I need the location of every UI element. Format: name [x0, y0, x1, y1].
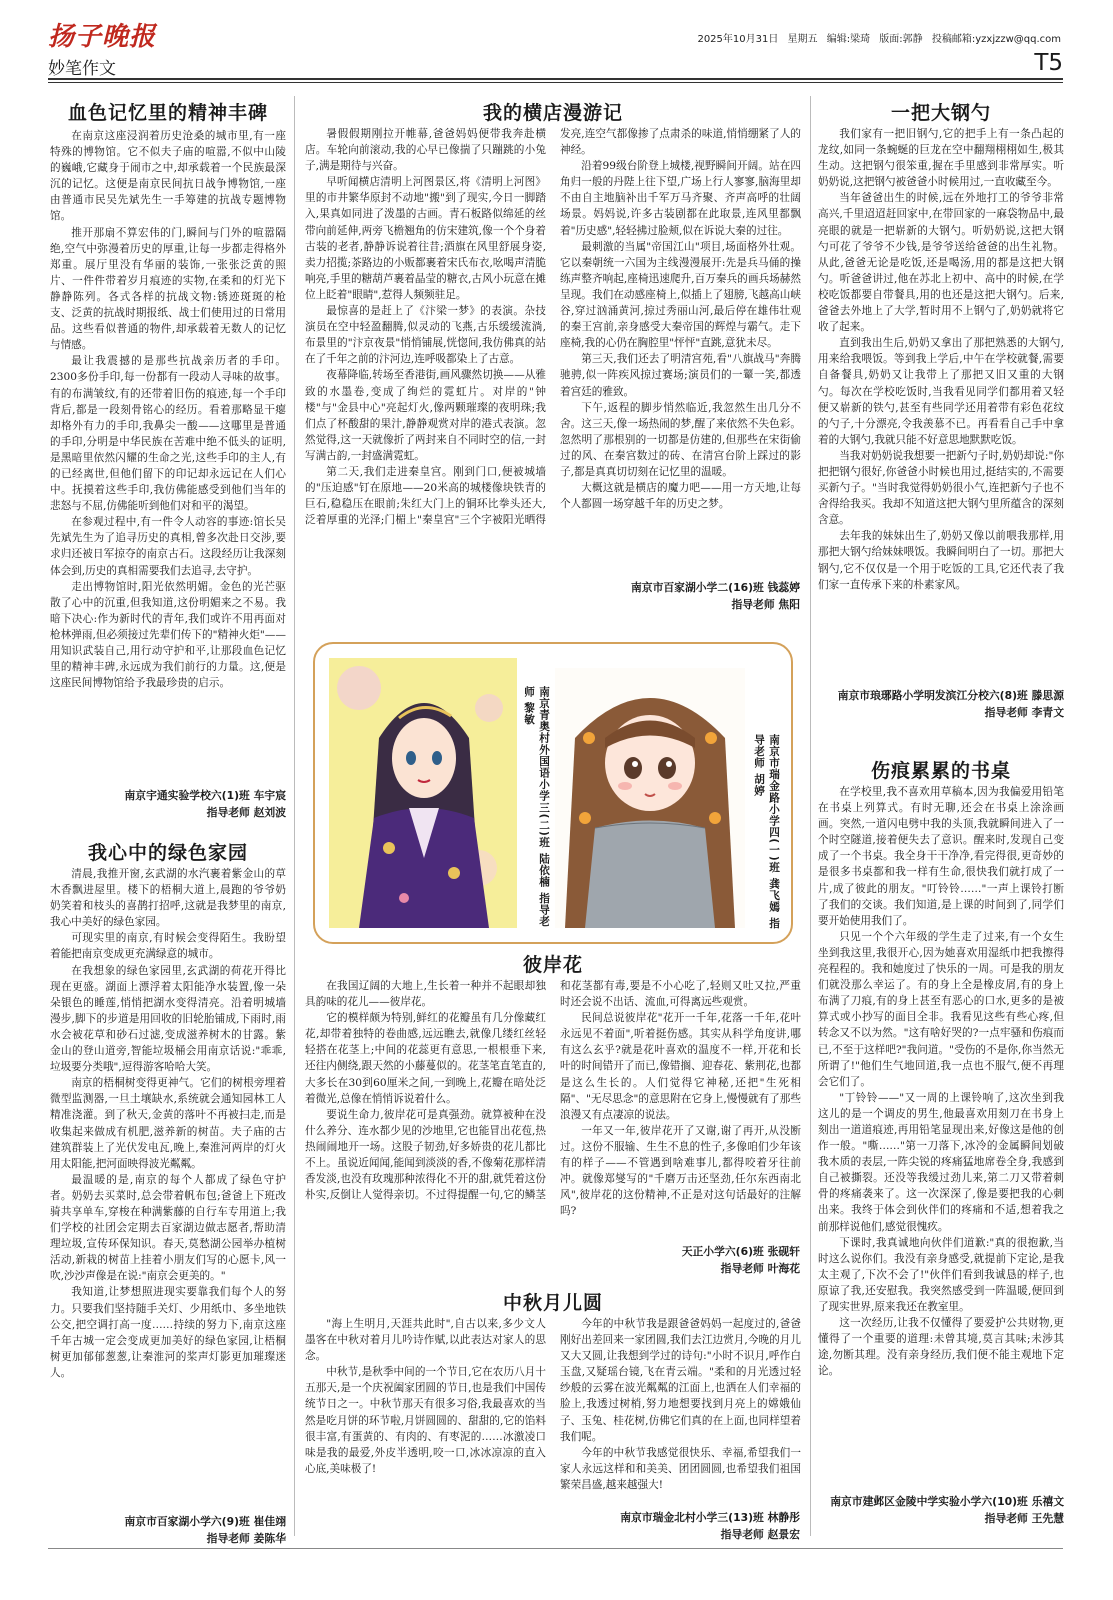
paragraph: "海上生明月,天涯共此时",自古以来,多少文人墨客在中秋对着月儿吟诗作赋,以此表达对家人的思念。: [305, 1318, 546, 1363]
author-teacher: 指导老师 赵景宏: [720, 1527, 800, 1541]
article-byline: [560, 1510, 800, 1543]
paragraph: "丁铃铃——"又一周的上课铃响了,这次坐到我这儿的是一个调皮的男生,他最喜欢用刻刀在书身上刻出一道道痕迹,再用铅笔显现出来,好像这是他的创作一般。"嘶……"第一刀落下,冰冷的金属瞬间划破我木质的表层,一阵尖锐的疼痛猛地席卷全身,我感到自己被撕裂。还没等我缓过劲儿来,第二刀又带着刺骨的疼痛袭来了。这一次深深了,像是要把我的心刺出来。我终于体会到伙伴们的疼痛和不适,想着我之前那样说他们,感觉很愧疚。: [818, 1091, 1064, 1233]
paragraph: 最让我震撼的是那些抗战亲历者的手印。2300多份手印,每一份都有一段动人寻味的故事。有的布满皱纹,有的还带着旧伤的痕迹,每一个手印背后,都是一段刻骨铭心的经历。看着那略显干瘪却格外有力的手印,我鼻尖一酸——这哪里是普通的手印,分明是中华民族在苦难中绝不低头的证明,是黑暗里依然闪耀的生命之光,这些手印的主人,有的已经离世,但他们留下的印记却永远记在人们心中。抚摸着这些手印,我仿佛能感受到他们当年的悲怒与不屈,仿佛能听到他们对和平的渴望。: [50, 355, 286, 513]
article-body: [305, 126, 801, 578]
article-title: 伤痕累累的书桌: [870, 760, 1011, 782]
paragraph: 这一次经历,让我不仅懂得了要爱护公共财物,更懂得了一个重要的道理:未曾其境,莫言其味;未涉其途,勿断其理。没有亲身经历,我们便不能主观地下定论。: [818, 1317, 1064, 1378]
paragraph: 南京的梧桐树变得更神气。它们的树根旁埋着微型监测器,一旦土壤缺水,系统就会通知园林工人精准浇灌。到了秋天,金黄的落叶不再被扫走,而是收集起来做成有机肥,滋养新的树苗。夫子庙的古建筑群装上了光伏发电瓦,晚上,秦淮河两岸的灯火用太阳能,把河面映得波光粼粼。: [50, 1077, 286, 1170]
author-school: 南京市百家湖小学六(9)班 崔佳翊: [124, 1515, 286, 1528]
paragraph: 大概这就是横店的魔力吧——用一方天地,让每个人都圆一场穿越千年的历史之梦。: [560, 482, 801, 511]
article-body: [818, 126, 1064, 686]
article-title: 血色记忆里的精神丰碑: [67, 102, 268, 124]
article-byline: [818, 1494, 1064, 1527]
article-body: [305, 978, 801, 1282]
section-title: 妙笔作文: [48, 59, 116, 79]
paragraph: 去年我的妹妹出生了,奶奶又像以前喂我那样,用那把大钢勺给妹妹喂饭。我瞬间明白了一切。那把大钢勺,它不仅仅是一个用于吃饭的工具,它还代表了我们家一直传承下来的朴素家风。: [818, 530, 1064, 591]
article-body: [818, 784, 1064, 1494]
paragraph: 我们家有一把旧钢勺,它的把手上有一条凸起的龙纹,如同一条蜿蜒的巨龙在空中翻翔栩栩如生,极其生动。这把钢勺很笨重,握在手里感到非常厚实。听奶奶说,这把钢勺被爸爸小时候用过,一直收藏至今。: [818, 128, 1064, 189]
artwork-caption-right: 南京市瑞金路小学四(一)班 龚飞嫣 指导老师 胡婷: [753, 734, 780, 930]
paragraph: 中秋节,是秋季中间的一个节日,它在农历八月十五那天,是一个庆祝阖家团圆的节日,也是我们中国传统节日之一。中秋节那天有很多习俗,我最喜欢的当然是吃月饼的环节啦,月饼圆圆的、甜甜的,它的馅料很丰富,有蛋黄的、有肉的、有枣泥的……冰激凌口味是我的最爱,外皮半透明,咬一口,冰冰凉凉的直入心底,美味极了!: [305, 1366, 546, 1475]
header-rule-thin: [48, 82, 1063, 83]
paragraph: 要说生命力,彼岸花可是真强劲。就算被种在没什么养分、连水都少见的沙地里,它也能冒出花苞,热热闹闹地开一场。这股子韧劲,好多娇贵的花儿都比不上。虽说近闻闻,能闻到淡淡的香,不像菊花那样清香发淡,也没有玫瑰那种浓得化不开的甜,就凭着这份朴实,反倒让人觉得亲切。不过得提醒一句,它的鳞茎和花茎都有毒,要是不小心吃了,轻则又吐又拉,严重时还会说不出话、流血,可得离远些观赏。: [305, 980, 801, 1202]
article-body: [50, 128, 286, 788]
girl-pigtails-illustration: [555, 668, 745, 928]
paragraph: 早听闻横店清明上河图景区,将《清明上河图》里的市井繁华原封不动地"搬"到了现实,今日一脚踏入,果真如同进了泼墨的古画。青石板路似绵延的丝带向前延伸,两旁飞檐翘角的仿宋建筑,像一个个身着古装的老者,静静诉说着往昔;酒旗在风里舒展身姿,卖力招揽;茶路边的小贩都裹着宋氏布衣,吆喝声清脆响亮,手里的糖葫芦裹着晶莹的糖衣,古风小玩意在摊位上眨着"眼睛",惹得人频频驻足。: [305, 176, 546, 301]
header-meta: [691, 30, 1061, 45]
article-byline: [560, 1244, 800, 1277]
article-title: 一把大钢勺: [890, 102, 991, 124]
author-school: 南京市琅琊路小学明发滨江分校六(8)班 滕思源: [837, 689, 1064, 702]
paragraph: 当我对奶奶说我想要一把新勺子时,奶奶却说:"你把把钢勺很好,你爸爸小时候也用过,挺结实的,不需要买新勺子。"当时我觉得奶奶很小气,连把新勺子也不舍得给我买。我却不知道这把大钢勺里所蕴含的深刻含意。: [818, 449, 1064, 527]
author-school: 南京宇通实验学校六(1)班 车宇宸: [124, 789, 286, 802]
author-school: 南京市建邺区金陵中学实验小学六(10)班 乐禧文: [830, 1495, 1064, 1508]
paragraph: 走出博物馆时,阳光依然明媚。金色的光芒驱散了心中的沉重,但我知道,这份明媚来之不易。我暗下决心:作为新时代的青年,我们或许不用再面对枪林弹雨,但必须接过先辈们传下的"精神火炬"——用知识武装自己,用行动守护和平,让那段血色记忆里的精神丰碑,永远成为我们前行的力量。这,便是这座民间博物馆给予我最珍贵的启示。: [50, 580, 286, 690]
editor: 编辑:梁琦: [826, 34, 871, 45]
footer-rule: [48, 1548, 1063, 1549]
page-number: T5: [1034, 50, 1063, 76]
issue-weekday: 星期五: [787, 34, 818, 45]
paragraph: 推开那扇不算宏伟的门,瞬间与门外的喧嚣隔绝,空气中弥漫着历史的厚重,让每一步都走得格外郑重。展厅里没有华丽的装饰,一张张泛黄的照片、一件件带着岁月痕迹的实物,在柔和的灯光下静静陈列。各式各样的抗战文物:锈迹斑斑的枪支、泛黄的抗战时期报纸、战士们使用过的日常用品。这些看似普通的物件,却承载着无数人的记忆与情感。: [50, 226, 286, 352]
paragraph: 第三天,我们还去了明清宫苑,看"八旗战马"奔腾驰骋,似一阵疾风掠过赛场;演员们的一颦一笑,都透着宫廷的雅致。: [560, 353, 801, 398]
artwork-caption-left: 南京青奥村外国语小学三(二)班 陆依楠 指导老师 黎敏: [523, 686, 550, 928]
paragraph: 在学校里,我不喜欢用草稿本,因为我偏爱用铅笔在书桌上列算式。有时无聊,还会在书桌上涂涂画画。突然,一道闪电劈中我的头顶,我就瞬间进入了一个时空隧道,接着便失去了意识。醒来时,发现自己变成了一个书桌。我全身干干净净,看完得很,更奇妙的是很多书桌都和我一样有生命,很快我们就打成了一片,成了彼此的朋友。"叮铃铃……"一声上课铃打断了我们的交谈。我们知道,是上课的时间到了,同学们要开始使用我们了。: [818, 786, 1064, 927]
paragraph: 民间总说彼岸花"花开一千年,花落一千年,花叶永远见不着面",听着挺伤感。其实从科学角度讲,哪有这么玄乎?就是花叶喜欢的温度不一样,开花和长叶的时间错开了而已,像错搁、迎春花、紫荆花,也都是这么生长的。人们觉得它神秘,还把"生死相隔"、"无尽思念"的意思附在它身上,慢慢就有了那些浪漫又有点凄凉的说法。: [560, 1012, 801, 1121]
author-school: 南京市百家湖小学二(16)班 钱蕊婷: [630, 581, 800, 594]
author-school: 南京市瑞金北村小学三(13)班 林静彤: [620, 1511, 800, 1524]
paragraph: 在南京这座浸润着历史沧桑的城市里,有一座特殊的博物馆。它不似夫子庙的喧嚣,不似中山陵的巍峨,它藏身于闹市之中,却承载着一个民族最深沉的记忆。这便是南京民间抗日战争博物馆,一座由普通市民吴先斌先生一手筹建的抗战专题博物馆。: [50, 130, 286, 223]
paragraph: 第二天,我们走进秦皇宫。刚到门口,便被城墙的"压迫感"钉在原地——20米高的城楼像块铁青的巨石,稳稳压在眼前;朱红大门上的铜环比拳头还大,泛着厚重的光泽;门楣上"秦皇宫"三个字被阳光晒得发亮,连空气都像掺了点肃杀的味道,悄悄绷紧了人的神经。: [305, 128, 801, 527]
column-divider: [810, 96, 811, 1536]
paragraph: 今年的中秋节我是跟爸爸妈妈一起度过的,爸爸刚好出差回来一家团圆,我们去江边赏月,今晚的月儿又大又圆,让我想到学过的诗句:"小时不识月,呼作白玉盘,又疑瑶台镜,飞在青云端。"柔和的月光透过轻纱般的云雾在波光粼粼的江面上,也洒在人们幸福的脸上,我透过树梢,努力地想要找到月亮上的嫦娥仙子、玉兔、桂花树,仿佛它们真的在上面,也同样望着我们呢。: [560, 1318, 801, 1443]
author-teacher: 指导老师 李青文: [984, 705, 1064, 719]
paragraph: 我知道,让梦想照进现实要靠我们每个人的努力。只要我们坚持随手关灯、少用纸巾、多坐地铁公交,把空调打高一度……持续的努力下,南京这座千年古城一定会变成更加美好的绿色家园,让梧桐树更加郁郁葱葱,让秦淮河的桨声灯影更加璀璨迷人。: [50, 1286, 286, 1379]
paragraph: 它的模样颇为特别,鲜红的花瓣虽有几分像藏红花,却带着独特的卷曲感,远远瞧去,就像几缕红丝轻轻搭在花茎上;中间的花蕊更有意思,一根根垂下来,还往内侧绕,跟天然的小藤蔓似的。花茎笔直笔直的,大多长在30到60厘米之间,一到晚上,花瓣在暗处泛着微光,总像在悄悄诉说着什么。: [305, 1012, 546, 1105]
paragraph: 可现实里的南京,有时候会变得陌生。我盼望着能把南京变成更充满绿意的城市。: [50, 932, 286, 961]
paragraph: 一年又一年,彼岸花开了又谢,谢了再开,从没断过。这份不服输、生生不息的性子,多像咱们少年该有的样子——不管遇到啥难事儿,都得咬着牙往前冲。就像郑燮写的"千磨万击还坚劲,任尔东西南北风",彼岸花的这份精神,不正是对这句话最好的注解吗?: [560, 1124, 801, 1218]
article-byline: [560, 580, 800, 613]
paragraph: 夜幕降临,转场至香港街,画风骤然切换——从雅致的水墨卷,变成了绚烂的霓虹片。对岸的"钟楼"与"金县中心"亮起灯火,像两颗璀璨的夜明珠;我们点了杯酸甜的果汁,静静观赏对岸的港式表演。忽然觉得,这一天就像折了两封来自不同时空的信,一封写满古韵,一封盛满霓虹。: [305, 369, 546, 462]
article-title: 中秋月儿圆: [502, 1292, 603, 1314]
paragraph: 最刺激的当属"帝国江山"项目,场面格外壮观。它以秦朝统一六国为主线漫漫展开:先是兵马俑的操练声整齐响起,座椅迅速爬升,百万秦兵的画兵场赫然呈现。我们在动感座椅上,似插上了翅膀,飞越高山峡谷,穿过汹涌黄河,掠过秀丽山河,最后停在雄伟壮观的秦王宫前,亲身感受大秦帝国的辉煌与霸气。走下座椅,我的心仍在胸腔里"怦怦"直跳,意犹未尽。: [560, 240, 801, 350]
issue-date: 2025年10月31日: [697, 34, 779, 45]
paragraph: 下课时,我真诚地向伙伴们道歉:"真的很抱歉,当时这么说你们。我没有亲身感受,就提前下定论,是我太主观了,下次不会了!"伙伴们看到我诚恳的样子,也原谅了我,还安慰我。我突然感受到一阵温暖,便回到了现实世界,原来我还在教室里。: [818, 1236, 1064, 1313]
paragraph: 暑假假期刚拉开帷幕,爸爸妈妈便带我奔赴横店。车轮向前滚动,我的心早已像揣了只蹦跳的小兔子,满是期待与兴奋。: [305, 128, 546, 173]
author-teacher: 指导老师 姜陈华: [206, 1531, 286, 1545]
layout-editor: 版面:郭静: [879, 34, 923, 45]
article-body: [50, 866, 286, 1514]
artwork-frame: [313, 642, 793, 944]
girl-kimono-illustration: [329, 658, 517, 928]
article-body: [305, 1316, 801, 1518]
paragraph: 在参观过程中,有一件令人动容的事迹:馆长吴先斌先生为了追寻历史的真相,曾多次赴日交涉,要求归还被日军掠夺的南京古石。这段经历让我深刻体会到,历史的真相需要我们去追寻,去守护。: [50, 516, 286, 577]
paragraph: 在我国辽阔的大地上,生长着一种并不起眼却独具韵味的花儿——彼岸花。: [305, 980, 546, 1009]
article-byline: [50, 1514, 286, 1547]
article-byline: [50, 788, 286, 821]
article-title: 我心中的绿色家园: [87, 842, 248, 864]
paragraph: 在我想象的绿色家园里,玄武湖的荷花开得比现在更盛。湖面上漂浮着太阳能净水装置,像一朵朵银色的睡莲,悄悄把湖水变得清亮。沿着明城墙漫步,脚下的步道是用回收的旧轮胎铺成,下雨时,雨水会被花草和砂石过滤,变成滋养树木的甘露。紫金山的登山道旁,智能垃圾桶会用南京话说:"乖乖,垃圾要分类哦",逗得游客哈哈大笑。: [50, 964, 286, 1074]
paragraph: 最惊喜的是赶上了《汴梁一梦》的表演。杂技演员在空中轻盈翻腾,似灵动的飞燕,古乐缓缓流淌,布景里的"汴京夜景"悄悄铺展,恍惚间,我仿佛真的站在了千年之前的汴河边,连呼吸都染上了古意。: [305, 305, 546, 366]
paragraph: 下午,返程的脚步悄然临近,我忽然生出几分不舍。这三天,像一场热闹的梦,醒了来依然不失色彩。忽然明了那根别的一切都是仿建的,但那些在宋街偷过的风、在秦宫数过的砖、在清宫台阶上踩过的影子,都是真真切切刻在记忆里的温暖。: [560, 401, 801, 478]
masthead-logo: 扬子晚报: [48, 22, 157, 52]
author-school: 天正小学六(6)班 张砚轩: [681, 1245, 800, 1258]
paragraph: 清晨,我推开窗,玄武湖的水汽裹着紫金山的草木香飘进屋里。楼下的梧桐大道上,晨跑的爷爷奶奶笑着和枝头的喜鹊打招呼,这就是我梦里的南京,我心中美好的绿色家园。: [50, 868, 286, 929]
submission-email: 投稿邮箱:yzxjzzw@qq.com: [931, 34, 1061, 45]
header-rule: [48, 78, 1063, 80]
artwork-painting-left: [329, 658, 517, 928]
paragraph: 当年爸爸出生的时候,远在外地打工的爷爷非常高兴,千里迢迢赶回家中,在带回家的一麻袋物品中,最亮眼的就是一把崭新的大钢勺。听奶奶说,这把大钢勺可花了爷爷不少钱,是爷爷送给爸爸的出生礼物。从此,爸爸无论是吃饭,还是喝汤,用的都是这把大钢勺。听爸爸讲过,他在苏北上初中、高中的时候,在学校吃饭都要自带餐具,用的也还是这把大钢勺。后来,爸爸去外地上了大学,暂时用不上钢勺了,奶奶就将它收了起来。: [818, 192, 1064, 334]
paragraph: 沿着99级台阶登上城楼,视野瞬间开阔。站在四角归一般的丹陛上往下望,广场上行人寥寥,脑海里却不由自主地脑补出千军万马齐聚、齐声高呼的壮阔场景。妈妈说,许多古装剧都在此取景,连风里都飘着"历史感",轻轻拂过脸颊,似在诉说大秦的过往。: [560, 160, 801, 237]
article-byline: [818, 688, 1064, 721]
column-divider: [294, 96, 295, 1536]
paragraph: 直到我出生后,奶奶又拿出了那把熟悉的大钢勺,用来给我喂饭。等到我上学后,中午在学校就餐,需要自备餐具,奶奶又让我带上了那把又旧又重的大钢勺。每次在学校吃饭时,当我看见同学们都用着又轻便又崭新的铁勺,甚至有些同学还用着带有彩色花纹的勺子,十分漂亮,令我羡慕不已。再看看自己手中拿着的大钢勺,我就只能不好意思地默默吃饭。: [818, 337, 1064, 446]
article-title: 彼岸花: [522, 954, 583, 976]
author-teacher: 指导老师 王先慧: [984, 1511, 1064, 1525]
paragraph: 只见一个个六年级的学生走了过来,有一个女生坐到我这里,我很开心,因为她喜欢用湿纸巾把我擦得亮程程的。我和她度过了快乐的一周。可是我的朋友们就没那么幸运了。有的身上全是橡皮屑,有的身上布满了刀痕,有的身上甚至有恶心的口水,更多的是被算式或小抄写的面目全非。我看见这些有些心疼,但转念又不以为然。"这有啥好哭的?一点牢骚和伤痕而已,不至于这样吧?"我问道。"受伤的不是你,你当然无所谓了!"他们生气地回道,我一点也不服气,便不再理会它们了。: [818, 930, 1064, 1088]
artwork-painting-right: [555, 668, 745, 928]
author-teacher: 指导老师 赵刘波: [206, 805, 286, 819]
paragraph: 最温暖的是,南京的每个人都成了绿色守护者。奶奶去买菜时,总会带着帆布包;爸爸上下班改骑共享单车,穿梭在种满紫藤的自行车专用道上;我们学校的社团会定期去百家湖边做志愿者,帮助清理垃圾,宣传环保知识。春天,莫愁湖公园举办植树活动,新栽的树苗上挂着小朋友们写的心愿卡,风一吹,沙沙声像是在说:"南京会更美的。": [50, 1173, 286, 1283]
author-teacher: 指导老师 叶海花: [720, 1261, 800, 1275]
paragraph: 今年的中秋节我感觉很快乐、幸福,希望我们一家人永远这样和和美美、团团圆圆,也希望我们祖国繁荣昌盛,越来越强大!: [560, 1446, 801, 1491]
article-title: 我的横店漫游记: [482, 102, 623, 124]
author-teacher: 指导老师 焦阳: [731, 597, 800, 611]
